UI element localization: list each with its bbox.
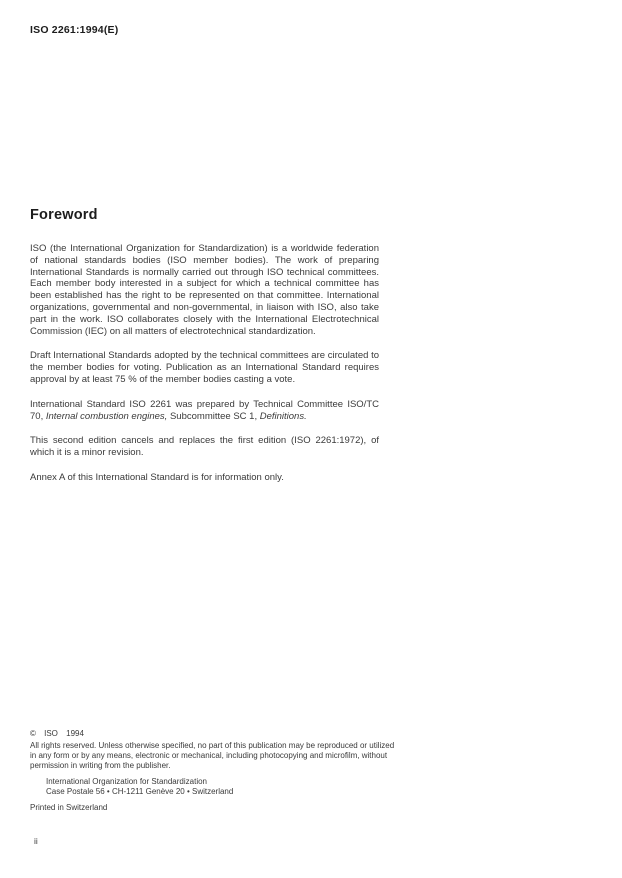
document-reference-header: ISO 2261:1994(E) xyxy=(30,24,119,36)
publisher-block xyxy=(30,777,395,797)
foreword-paragraph-4: This second edition cancels and replaces the first edition (ISO 2261:1972), of which it is a minor revision. xyxy=(30,435,379,459)
copyright-line: © ISO 1994 xyxy=(30,729,84,738)
foreword-paragraph-3 xyxy=(30,399,379,423)
foreword-paragraph-1: ISO (the International Organization for Standardization) is a worldwide federation of national standards bodies (ISO member bodies). The work of preparing International Standards is normally carried out through ISO technical committees. Each member body interested in a subject for which a technical committee has been established has the right to be represented on that committee. International organizations, governmental and non-governmental, in liaison with ISO, also take part in the work. ISO collaborates closely with the International Electrotechnical Commission (IEC) on all matters of electrotechnical standardization. xyxy=(30,243,379,337)
page-number: ii xyxy=(34,836,38,846)
foreword-paragraph-3-part-1: International Standard ISO 2261 was prepared by Technical Committee ISO/TC 70, xyxy=(30,398,379,422)
foreword-paragraph-3-subcommittee-title: Definitions. xyxy=(259,410,307,422)
publisher-name: International Organization for Standardization xyxy=(46,777,207,786)
publisher-address: Case Postale 56 • CH-1211 Genève 20 • Switzerland xyxy=(46,787,234,796)
foreword-paragraph-2: Draft International Standards adopted by the technical committees are circulated to the member bodies for voting. Publication as an International Standard requires approval by at least 75 % of the member bodies casting a vote. xyxy=(30,350,379,385)
printed-in-line: Printed in Switzerland xyxy=(30,803,108,812)
copyright-footer xyxy=(30,729,395,812)
foreword-heading: Foreword xyxy=(30,207,98,223)
foreword-paragraph-5: Annex A of this International Standard is for information only. xyxy=(30,471,284,483)
rights-statement: All rights reserved. Unless otherwise specified, no part of this publication may be reproduced or utilized in any form or by any means, electronic or mechanical, including photocopying and microfilm, without permission in writing from the publisher. xyxy=(30,741,395,770)
foreword-paragraph-3-committee-title: Internal combustion engines, xyxy=(45,410,168,422)
foreword-section xyxy=(30,207,379,497)
foreword-paragraph-3-part-3: Subcommittee SC 1, xyxy=(167,410,260,422)
